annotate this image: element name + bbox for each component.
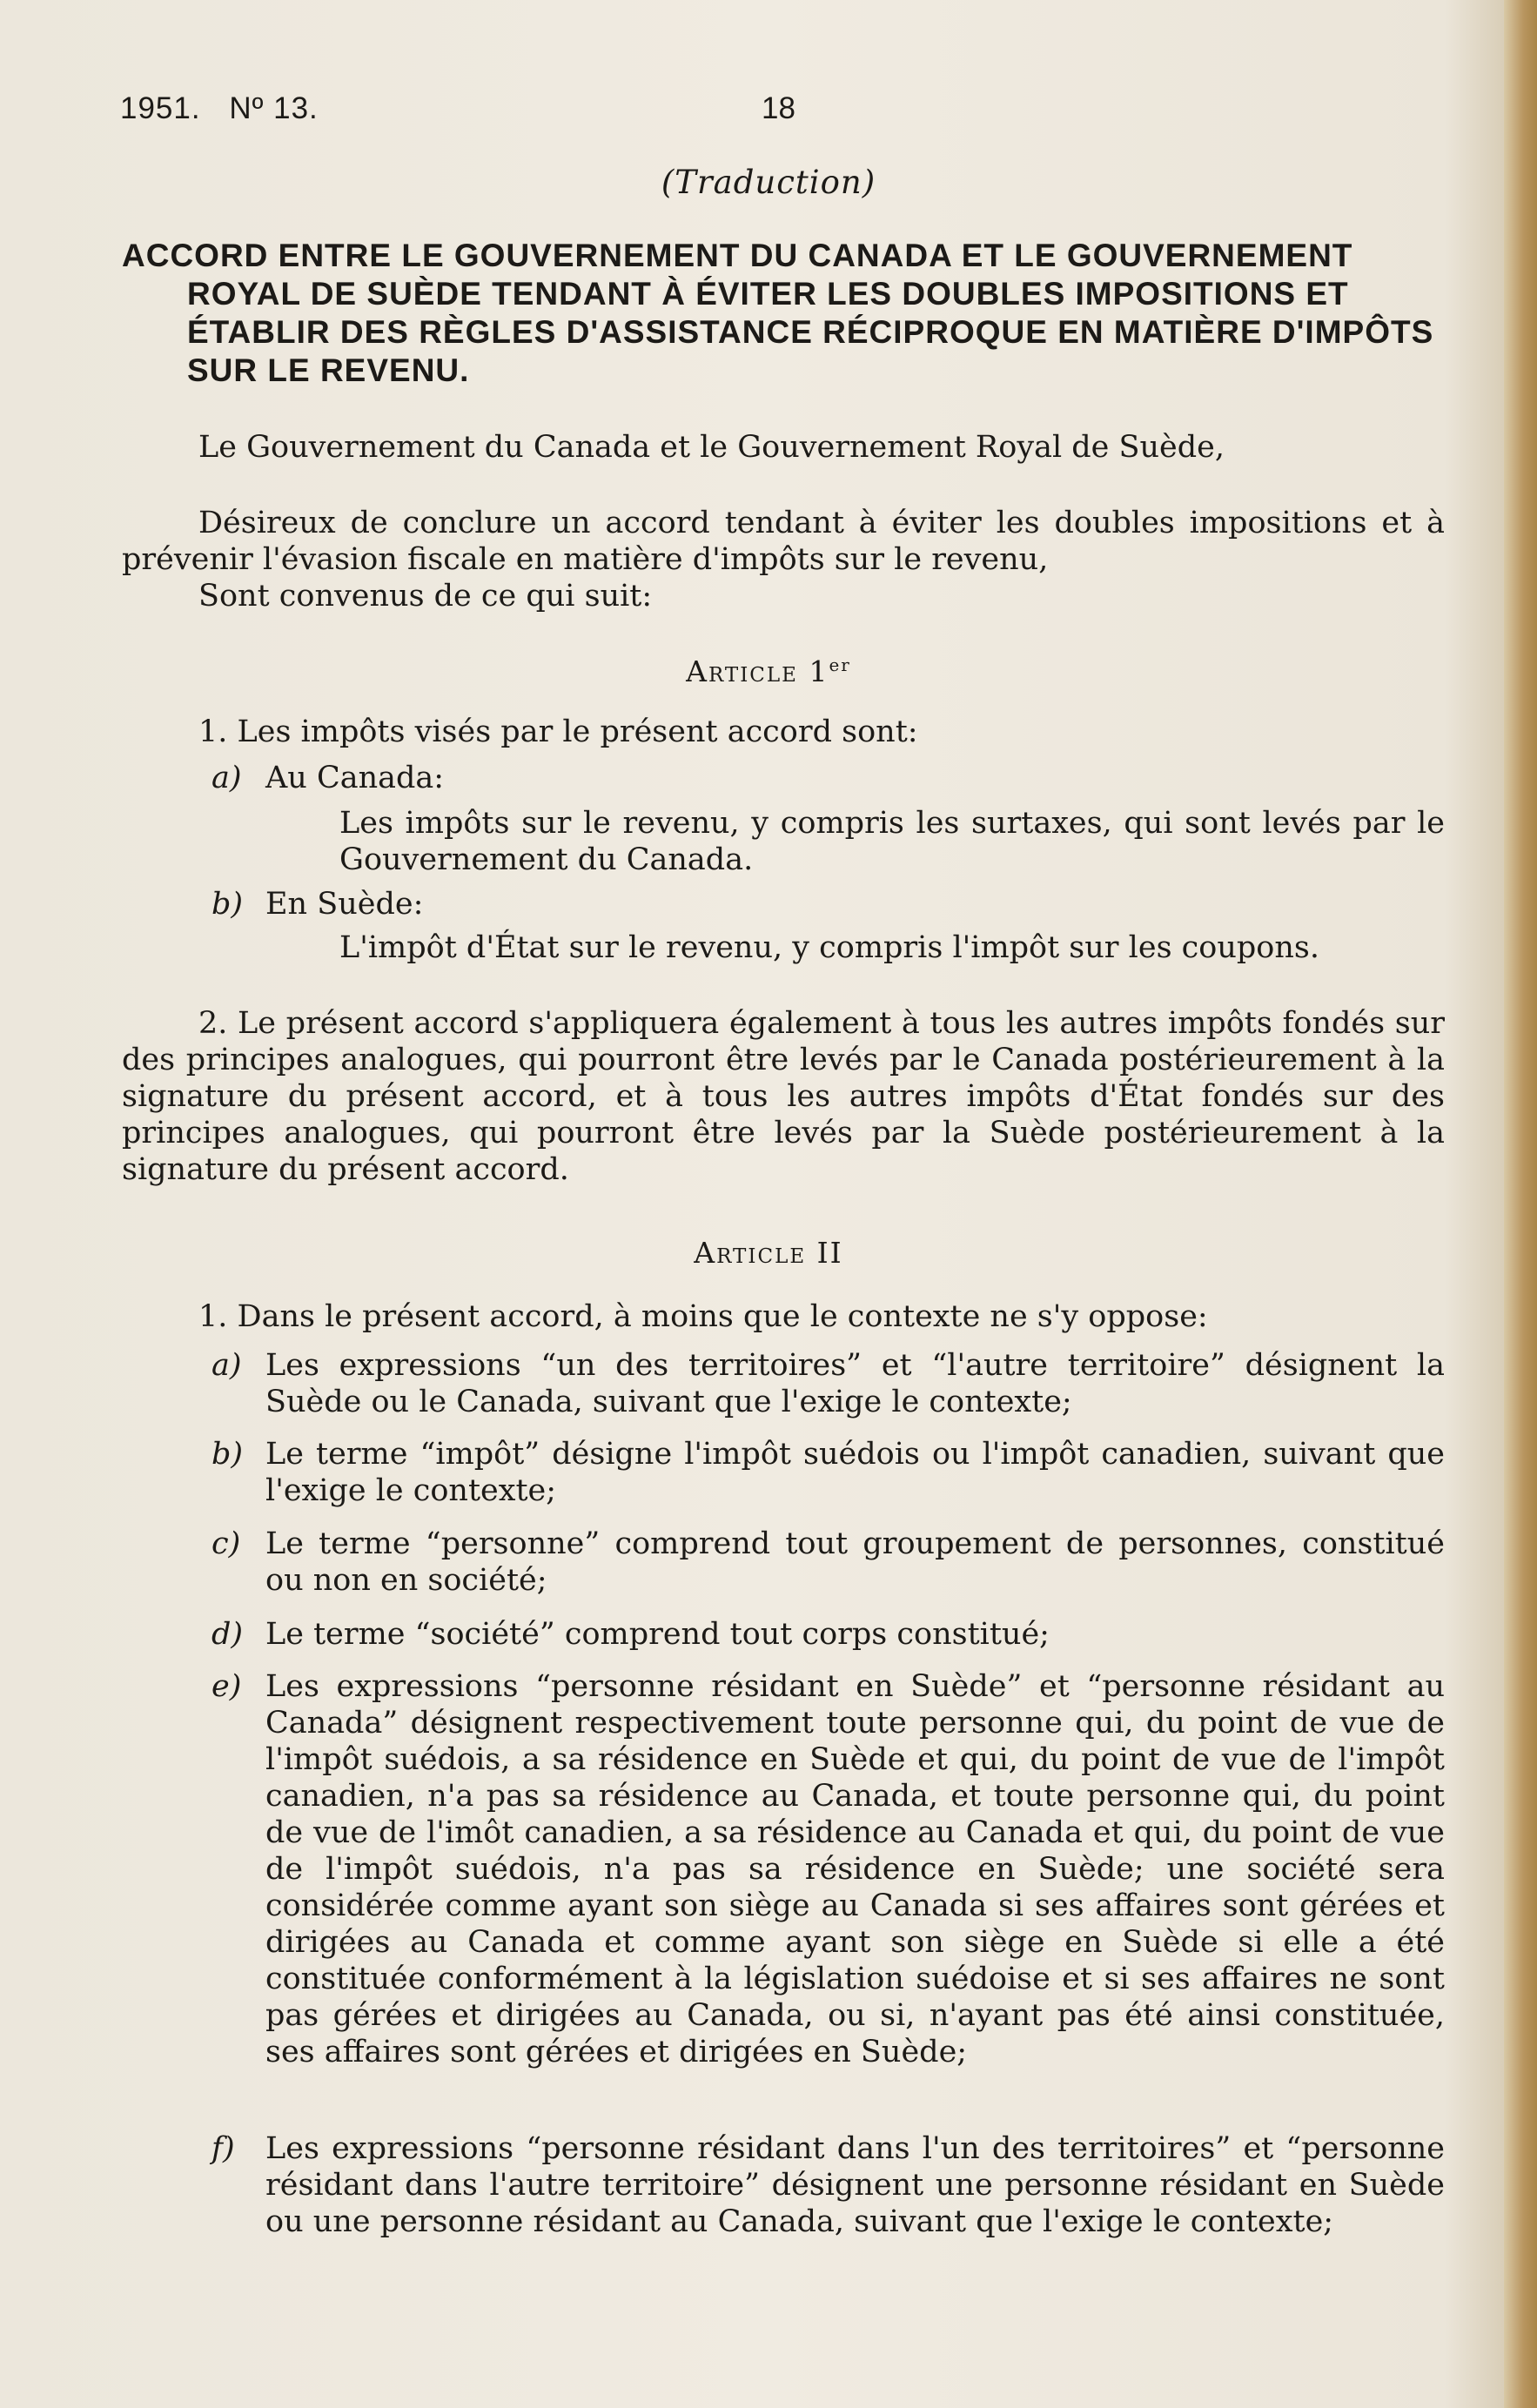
item-label: a) (211, 1348, 242, 1383)
article-2-para-1: 1. Dans le présent accord, à moins que le contexte ne s'y oppose: (198, 1299, 1208, 1334)
article-2-item-a (211, 1347, 1445, 1420)
item-text: Le terme “impôt” désigne l'impôt suédois ou l'impôt canadien, suivant que l'exige le contexte; (265, 1437, 1445, 1508)
article-1-item-a (211, 760, 1445, 796)
item-text: Au Canada: (265, 761, 445, 795)
item-label: b) (211, 887, 244, 922)
preamble-parties: Le Gouvernement du Canada et le Gouvernement Royal de Suède, (198, 430, 1225, 465)
article-2-heading: Article II (694, 1236, 843, 1270)
preamble-desire: Désireux de conclure un accord tendant à éviter les doubles impositions et à prévenir l'évasion fiscale en matière d'impôts sur le revenu, (122, 506, 1445, 577)
article-1-item-b (211, 886, 1445, 922)
book-gutter (1504, 0, 1537, 2408)
preamble-agreed: Sont convenus de ce qui suit: (198, 579, 653, 614)
item-label: a) (211, 761, 242, 795)
title-line: ÉTABLIR DES RÈGLES D'ASSISTANCE RÉCIPROQUE EN MATIÈRE D'IMPÔTS (187, 314, 1434, 350)
item-label: d) (211, 1617, 244, 1652)
item-text: Les expressions “personne résidant dans l'un des territoires” et “personne résidant dans l'autre territoire” désignent une personne résidant en Suède ou une personne résidant au Canada, suivant que l'exige le contexte; (265, 2131, 1445, 2239)
item-label: b) (211, 1437, 244, 1472)
header-year: 1951. (120, 91, 201, 125)
translation-note: (Traduction) (661, 164, 876, 201)
item-text: Les expressions “personne résidant en Suède” et “personne résidant au Canada” désignent respectivement toute personne qui, du point de vue de l'impôt suédois, a sa résidence en Suède et qui, du point de vue de l'impôt canadien, n'a pas sa résidence au Canada, et toute personne qui, du point de vue de l'imôt canadien, a sa résidence au Canada et qui, du point de vue de l'impôt suédois, n'a pas sa résidence en Suède; une société sera considérée comme ayant son siège au Canada si ses affaires sont gérées et dirigées au Canada et comme ayant son siège en Suède si elle a été constituée conformément à la législation suédoise et si ses affaires ne sont pas gérées et dirigées au Canada, ou si, n'ayant pas été ainsi constituée, ses affaires sont gérées et dirigées en Suède; (265, 1669, 1445, 2069)
page-number: 18 (762, 91, 795, 125)
item-text: En Suède: (265, 887, 424, 922)
article-2-item-b (211, 1436, 1445, 1509)
article-1-para-2: 2. Le présent accord s'appliquera également à tous les autres impôts fondés sur des principes analogues, qui pourront être levés par le Canada postérieurement à la signature du présent accord, et à tous les autres impôts d'État fondés sur des principes analogues, qui pourront être levés par la Suède postérieurement à la signature du présent accord. (122, 1006, 1445, 1187)
title-line: ACCORD ENTRE LE GOUVERNEMENT DU CANADA ET LE GOUVERNEMENT (122, 238, 1353, 273)
header-number: Nº 13. (229, 91, 319, 125)
title-line: SUR LE REVENU. (187, 352, 470, 388)
title-line: ROYAL DE SUÈDE TENDANT À ÉVITER LES DOUBLES IMPOSITIONS ET (187, 276, 1349, 312)
article-2-item-e (211, 1668, 1445, 2070)
document-title (122, 237, 1453, 390)
article-2-item-c (211, 1526, 1445, 1599)
item-text: Les expressions “un des territoires” et “l'autre territoire” désignent la Suède ou le Canada, suivant que l'exige le contexte; (265, 1348, 1445, 1419)
item-text: Le terme “société” comprend tout corps constitué; (265, 1617, 1050, 1652)
article-1-heading: Article 1er (686, 654, 851, 688)
item-text: Le terme “personne” comprend tout groupement de personnes, constitué ou non en société; (265, 1526, 1445, 1598)
article-1-item-a-detail: Les impôts sur le revenu, y compris les surtaxes, qui sont levés par le Gouvernement du Canada. (339, 806, 1445, 877)
article-2-item-d (211, 1616, 1445, 1653)
item-label: e) (211, 1669, 242, 1704)
article-2-item-f (211, 2130, 1445, 2240)
item-label: c) (211, 1526, 241, 1561)
running-header (120, 91, 319, 126)
item-label: f) (211, 2131, 235, 2166)
article-1-item-b-detail: L'impôt d'État sur le revenu, y compris l'impôt sur les coupons. (339, 930, 1319, 965)
article-1-para-1: 1. Les impôts visés par le présent accord sont: (198, 714, 918, 749)
